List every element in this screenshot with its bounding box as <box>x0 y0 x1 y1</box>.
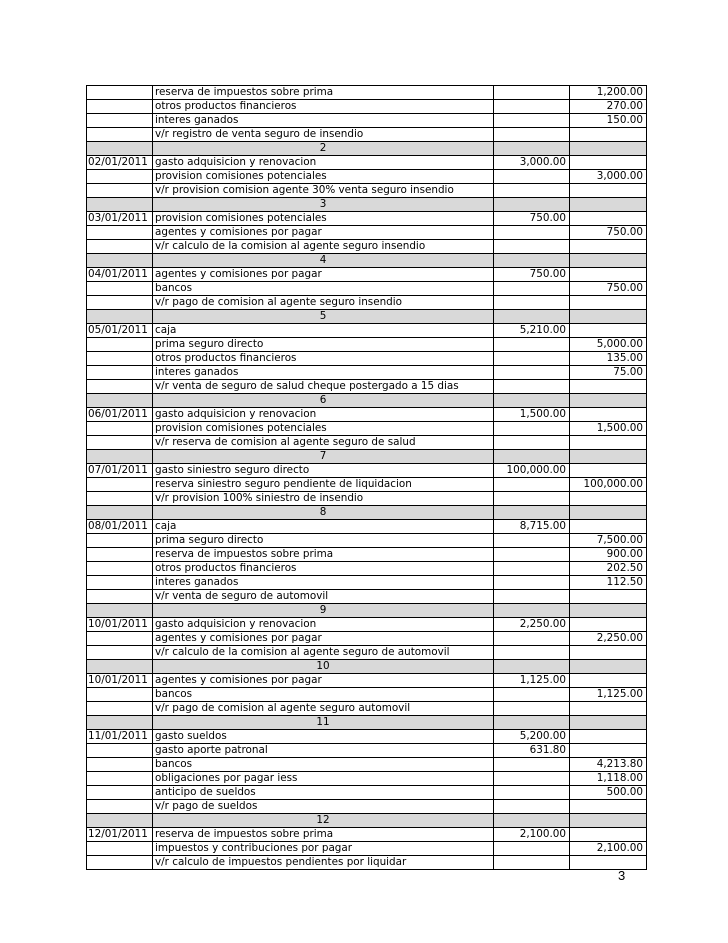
debit-cell <box>494 184 570 198</box>
journal-row <box>87 800 647 814</box>
journal-row <box>87 128 647 142</box>
journal-row <box>87 436 647 450</box>
debit-cell <box>494 534 570 548</box>
credit-cell: 750.00 <box>570 282 647 296</box>
account-cell: reserva de impuestos sobre prima <box>153 86 494 100</box>
separator-debit-cell <box>494 310 570 324</box>
date-cell: 12/01/2011 <box>87 828 153 842</box>
separator-date-cell <box>87 394 153 408</box>
account-cell: v/r registro de venta seguro de insendio <box>153 128 494 142</box>
account-cell: bancos <box>153 758 494 772</box>
journal-row <box>87 772 647 786</box>
date-cell <box>87 786 153 800</box>
separator-date-cell <box>87 198 153 212</box>
journal-row <box>87 226 647 240</box>
journal-body <box>87 86 647 870</box>
entry-number: 5 <box>153 310 494 324</box>
credit-cell: 2,100.00 <box>570 842 647 856</box>
separator-credit-cell <box>570 814 647 828</box>
debit-cell <box>494 86 570 100</box>
account-cell: v/r calculo de la comision al agente seguro insendio <box>153 240 494 254</box>
credit-cell: 7,500.00 <box>570 534 647 548</box>
date-cell <box>87 478 153 492</box>
date-cell <box>87 114 153 128</box>
debit-cell: 1,125.00 <box>494 674 570 688</box>
separator-date-cell <box>87 814 153 828</box>
credit-cell <box>570 380 647 394</box>
account-cell: bancos <box>153 282 494 296</box>
separator-debit-cell <box>494 142 570 156</box>
separator-date-cell <box>87 310 153 324</box>
date-cell <box>87 184 153 198</box>
debit-cell <box>494 492 570 506</box>
account-cell: v/r reserva de comision al agente seguro de salud <box>153 436 494 450</box>
account-cell: gasto siniestro seguro directo <box>153 464 494 478</box>
account-cell: caja <box>153 324 494 338</box>
journal-row <box>87 730 647 744</box>
entry-number: 3 <box>153 198 494 212</box>
date-cell <box>87 240 153 254</box>
separator-credit-cell <box>570 394 647 408</box>
entry-number-row <box>87 814 647 828</box>
journal-row <box>87 632 647 646</box>
credit-cell <box>570 856 647 870</box>
credit-cell: 4,213.80 <box>570 758 647 772</box>
date-cell: 03/01/2011 <box>87 212 153 226</box>
account-cell: gasto adquisicion y renovacion <box>153 408 494 422</box>
credit-cell <box>570 324 647 338</box>
date-cell <box>87 338 153 352</box>
debit-cell <box>494 352 570 366</box>
entry-number-row <box>87 142 647 156</box>
credit-cell <box>570 156 647 170</box>
date-cell: 06/01/2011 <box>87 408 153 422</box>
credit-cell <box>570 590 647 604</box>
debit-cell: 5,200.00 <box>494 730 570 744</box>
journal-row <box>87 240 647 254</box>
account-cell: interes ganados <box>153 114 494 128</box>
journal-row <box>87 744 647 758</box>
date-cell: 08/01/2011 <box>87 520 153 534</box>
separator-date-cell <box>87 604 153 618</box>
journal-row <box>87 296 647 310</box>
date-cell <box>87 352 153 366</box>
entry-number: 7 <box>153 450 494 464</box>
account-cell: v/r venta de seguro de salud cheque postergado a 15 dias <box>153 380 494 394</box>
journal-row <box>87 492 647 506</box>
journal-row <box>87 534 647 548</box>
credit-cell: 112.50 <box>570 576 647 590</box>
debit-cell <box>494 632 570 646</box>
account-cell: agentes y comisiones por pagar <box>153 268 494 282</box>
journal-row <box>87 170 647 184</box>
date-cell: 04/01/2011 <box>87 268 153 282</box>
account-cell: v/r venta de seguro de automovil <box>153 590 494 604</box>
journal-row <box>87 352 647 366</box>
debit-cell: 5,210.00 <box>494 324 570 338</box>
separator-date-cell <box>87 450 153 464</box>
entry-number-row <box>87 198 647 212</box>
separator-credit-cell <box>570 450 647 464</box>
account-cell: agentes y comisiones por pagar <box>153 674 494 688</box>
date-cell: 02/01/2011 <box>87 156 153 170</box>
credit-cell <box>570 618 647 632</box>
debit-cell <box>494 758 570 772</box>
account-cell: interes ganados <box>153 576 494 590</box>
date-cell <box>87 562 153 576</box>
separator-date-cell <box>87 716 153 730</box>
account-cell: gasto adquisicion y renovacion <box>153 618 494 632</box>
date-cell <box>87 576 153 590</box>
account-cell: otros productos financieros <box>153 562 494 576</box>
account-cell: interes ganados <box>153 366 494 380</box>
journal-row <box>87 828 647 842</box>
account-cell: v/r pago de comision al agente seguro automovil <box>153 702 494 716</box>
journal-row <box>87 114 647 128</box>
separator-credit-cell <box>570 310 647 324</box>
journal-row <box>87 380 647 394</box>
account-cell: anticipo de sueldos <box>153 786 494 800</box>
entry-number: 10 <box>153 660 494 674</box>
debit-cell <box>494 436 570 450</box>
journal-row <box>87 184 647 198</box>
date-cell: 10/01/2011 <box>87 674 153 688</box>
journal-table <box>86 85 647 870</box>
journal-row <box>87 688 647 702</box>
credit-cell: 500.00 <box>570 786 647 800</box>
date-cell: 07/01/2011 <box>87 464 153 478</box>
journal-row <box>87 562 647 576</box>
debit-cell <box>494 282 570 296</box>
debit-cell: 750.00 <box>494 212 570 226</box>
entry-number: 9 <box>153 604 494 618</box>
debit-cell <box>494 562 570 576</box>
date-cell <box>87 422 153 436</box>
date-cell <box>87 632 153 646</box>
date-cell <box>87 646 153 660</box>
debit-cell <box>494 646 570 660</box>
debit-cell: 2,250.00 <box>494 618 570 632</box>
credit-cell: 202.50 <box>570 562 647 576</box>
account-cell: obligaciones por pagar iess <box>153 772 494 786</box>
date-cell <box>87 744 153 758</box>
debit-cell <box>494 772 570 786</box>
account-cell: otros productos financieros <box>153 100 494 114</box>
date-cell <box>87 100 153 114</box>
separator-date-cell <box>87 254 153 268</box>
account-cell: gasto aporte patronal <box>153 744 494 758</box>
debit-cell <box>494 702 570 716</box>
journal-row <box>87 156 647 170</box>
separator-debit-cell <box>494 394 570 408</box>
debit-cell <box>494 226 570 240</box>
account-cell: prima seguro directo <box>153 534 494 548</box>
date-cell <box>87 86 153 100</box>
debit-cell <box>494 576 570 590</box>
journal-row <box>87 842 647 856</box>
date-cell <box>87 492 153 506</box>
debit-cell <box>494 478 570 492</box>
debit-cell <box>494 100 570 114</box>
journal-row <box>87 674 647 688</box>
account-cell: agentes y comisiones por pagar <box>153 226 494 240</box>
entry-number: 11 <box>153 716 494 730</box>
credit-cell <box>570 730 647 744</box>
credit-cell <box>570 492 647 506</box>
separator-debit-cell <box>494 814 570 828</box>
journal-row <box>87 758 647 772</box>
date-cell <box>87 170 153 184</box>
date-cell <box>87 856 153 870</box>
credit-cell: 900.00 <box>570 548 647 562</box>
account-cell: bancos <box>153 688 494 702</box>
date-cell <box>87 534 153 548</box>
entry-number-row <box>87 450 647 464</box>
date-cell <box>87 282 153 296</box>
debit-cell <box>494 856 570 870</box>
entry-number-row <box>87 394 647 408</box>
credit-cell <box>570 128 647 142</box>
account-cell: reserva de impuestos sobre prima <box>153 828 494 842</box>
date-cell <box>87 800 153 814</box>
debit-cell <box>494 422 570 436</box>
date-cell <box>87 296 153 310</box>
account-cell: gasto sueldos <box>153 730 494 744</box>
credit-cell <box>570 828 647 842</box>
account-cell: agentes y comisiones por pagar <box>153 632 494 646</box>
date-cell <box>87 688 153 702</box>
date-cell <box>87 702 153 716</box>
debit-cell <box>494 548 570 562</box>
journal-row <box>87 478 647 492</box>
date-cell <box>87 772 153 786</box>
entry-number: 8 <box>153 506 494 520</box>
credit-cell <box>570 184 647 198</box>
journal-row <box>87 520 647 534</box>
date-cell <box>87 548 153 562</box>
credit-cell <box>570 646 647 660</box>
credit-cell: 1,125.00 <box>570 688 647 702</box>
entry-number-row <box>87 604 647 618</box>
debit-cell <box>494 338 570 352</box>
debit-cell: 750.00 <box>494 268 570 282</box>
account-cell: provision comisiones potenciales <box>153 422 494 436</box>
journal-row <box>87 338 647 352</box>
debit-cell <box>494 800 570 814</box>
date-cell <box>87 366 153 380</box>
debit-cell: 1,500.00 <box>494 408 570 422</box>
date-cell <box>87 842 153 856</box>
date-cell: 11/01/2011 <box>87 730 153 744</box>
date-cell: 10/01/2011 <box>87 618 153 632</box>
credit-cell <box>570 240 647 254</box>
date-cell <box>87 380 153 394</box>
date-cell <box>87 590 153 604</box>
journal-row <box>87 212 647 226</box>
credit-cell: 150.00 <box>570 114 647 128</box>
journal-row <box>87 282 647 296</box>
journal-row <box>87 422 647 436</box>
separator-credit-cell <box>570 254 647 268</box>
debit-cell <box>494 688 570 702</box>
account-cell: prima seguro directo <box>153 338 494 352</box>
journal-row <box>87 646 647 660</box>
debit-cell <box>494 296 570 310</box>
entry-number-row <box>87 310 647 324</box>
account-cell: v/r provision comision agente 30% venta seguro insendio <box>153 184 494 198</box>
debit-cell: 631.80 <box>494 744 570 758</box>
credit-cell: 3,000.00 <box>570 170 647 184</box>
debit-cell <box>494 366 570 380</box>
debit-cell <box>494 240 570 254</box>
journal-row <box>87 324 647 338</box>
account-cell: gasto adquisicion y renovacion <box>153 156 494 170</box>
entry-number-row <box>87 254 647 268</box>
debit-cell <box>494 170 570 184</box>
entry-number-row <box>87 660 647 674</box>
account-cell: v/r pago de comision al agente seguro insendio <box>153 296 494 310</box>
account-cell: reserva siniestro seguro pendiente de liquidacion <box>153 478 494 492</box>
journal-row <box>87 100 647 114</box>
date-cell: 05/01/2011 <box>87 324 153 338</box>
entry-number: 12 <box>153 814 494 828</box>
debit-cell <box>494 842 570 856</box>
separator-debit-cell <box>494 604 570 618</box>
debit-cell <box>494 380 570 394</box>
entry-number: 2 <box>153 142 494 156</box>
separator-date-cell <box>87 142 153 156</box>
journal-row <box>87 590 647 604</box>
entry-number-row <box>87 716 647 730</box>
entry-number-row <box>87 506 647 520</box>
separator-debit-cell <box>494 450 570 464</box>
separator-debit-cell <box>494 198 570 212</box>
date-cell <box>87 436 153 450</box>
credit-cell: 750.00 <box>570 226 647 240</box>
journal-row <box>87 576 647 590</box>
journal-row <box>87 618 647 632</box>
credit-cell <box>570 408 647 422</box>
account-cell: v/r provision 100% siniestro de insendio <box>153 492 494 506</box>
journal-row <box>87 786 647 800</box>
separator-credit-cell <box>570 660 647 674</box>
account-cell: reserva de impuestos sobre prima <box>153 548 494 562</box>
journal-row <box>87 366 647 380</box>
debit-cell: 3,000.00 <box>494 156 570 170</box>
account-cell: provision comisiones potenciales <box>153 170 494 184</box>
credit-cell: 75.00 <box>570 366 647 380</box>
journal-row <box>87 268 647 282</box>
journal-row <box>87 86 647 100</box>
credit-cell: 5,000.00 <box>570 338 647 352</box>
credit-cell <box>570 520 647 534</box>
credit-cell: 1,500.00 <box>570 422 647 436</box>
account-cell: caja <box>153 520 494 534</box>
separator-debit-cell <box>494 716 570 730</box>
credit-cell <box>570 800 647 814</box>
credit-cell: 1,118.00 <box>570 772 647 786</box>
debit-cell: 100,000.00 <box>494 464 570 478</box>
separator-debit-cell <box>494 506 570 520</box>
account-cell: impuestos y contribuciones por pagar <box>153 842 494 856</box>
journal-row <box>87 702 647 716</box>
credit-cell <box>570 674 647 688</box>
debit-cell: 8,715.00 <box>494 520 570 534</box>
journal-row <box>87 408 647 422</box>
credit-cell: 270.00 <box>570 100 647 114</box>
credit-cell <box>570 296 647 310</box>
page-number: 3 <box>618 868 626 883</box>
separator-credit-cell <box>570 716 647 730</box>
separator-credit-cell <box>570 506 647 520</box>
account-cell: otros productos financieros <box>153 352 494 366</box>
debit-cell <box>494 786 570 800</box>
separator-credit-cell <box>570 604 647 618</box>
credit-cell <box>570 744 647 758</box>
journal-row <box>87 856 647 870</box>
separator-credit-cell <box>570 142 647 156</box>
separator-date-cell <box>87 660 153 674</box>
debit-cell <box>494 114 570 128</box>
account-cell: v/r calculo de impuestos pendientes por liquidar <box>153 856 494 870</box>
account-cell: v/r calculo de la comision al agente seguro de automovil <box>153 646 494 660</box>
date-cell <box>87 226 153 240</box>
debit-cell <box>494 128 570 142</box>
account-cell: v/r pago de sueldos <box>153 800 494 814</box>
credit-cell <box>570 212 647 226</box>
credit-cell <box>570 436 647 450</box>
credit-cell: 1,200.00 <box>570 86 647 100</box>
separator-debit-cell <box>494 254 570 268</box>
entry-number: 6 <box>153 394 494 408</box>
journal-row <box>87 548 647 562</box>
credit-cell <box>570 268 647 282</box>
debit-cell <box>494 590 570 604</box>
debit-cell: 2,100.00 <box>494 828 570 842</box>
credit-cell: 135.00 <box>570 352 647 366</box>
entry-number: 4 <box>153 254 494 268</box>
separator-debit-cell <box>494 660 570 674</box>
credit-cell: 100,000.00 <box>570 478 647 492</box>
journal-row <box>87 464 647 478</box>
date-cell <box>87 128 153 142</box>
date-cell <box>87 758 153 772</box>
credit-cell <box>570 464 647 478</box>
credit-cell <box>570 702 647 716</box>
separator-date-cell <box>87 506 153 520</box>
credit-cell: 2,250.00 <box>570 632 647 646</box>
separator-credit-cell <box>570 198 647 212</box>
account-cell: provision comisiones potenciales <box>153 212 494 226</box>
